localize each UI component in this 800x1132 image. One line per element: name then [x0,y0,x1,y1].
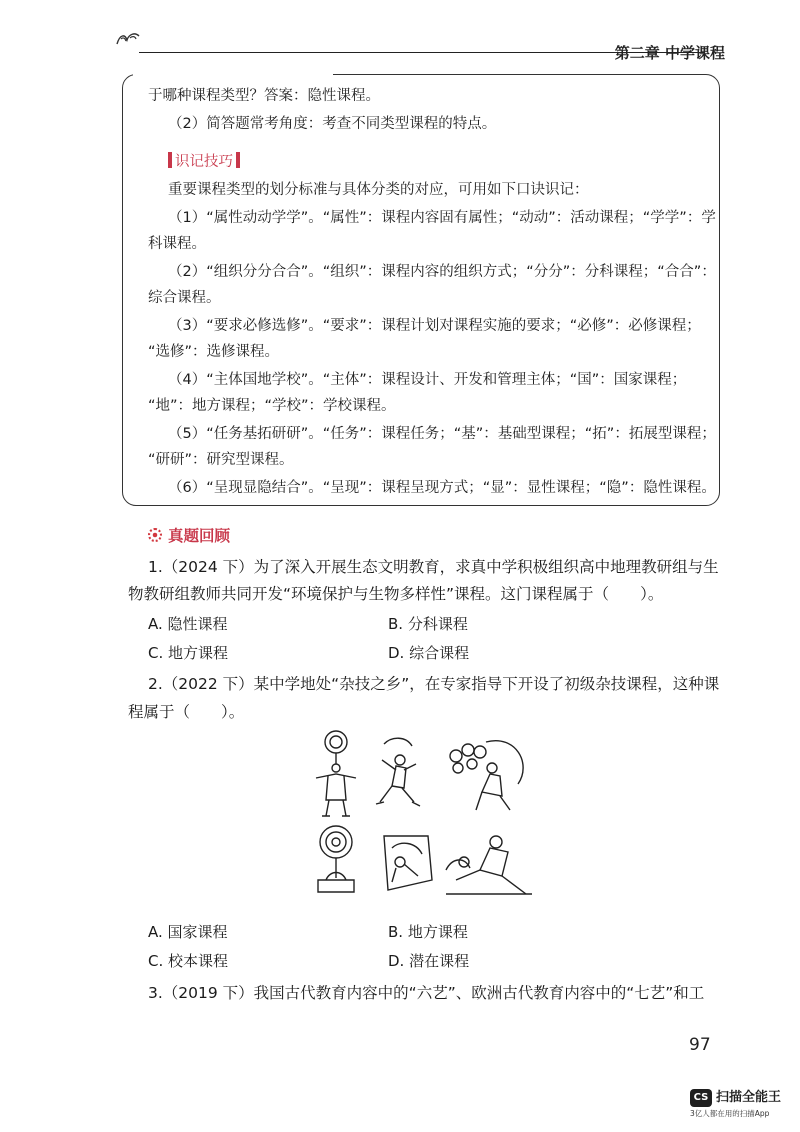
tag-label: 识记技巧 [175,154,233,170]
box-line-8: （3）“要求必修选修”。“要求”：课程计划对课程实施的要求；“必修”：必修课程； [168,318,701,334]
box-line-9: “选修”：选修课程。 [148,344,280,360]
memory-tip-tag [168,152,240,172]
q1-option-c: C. 地方课程 [148,644,229,662]
q2-option-b: B. 地方课程 [388,923,468,941]
chapter-title: 第二章 中学课程 [614,44,725,62]
q2-option-a: A. 国家课程 [148,923,228,941]
badge-tagline: 3亿人都在用的扫描App [690,1109,770,1118]
page-header [115,30,725,64]
box-line-2: （2）简答题常考角度：考查不同类型课程的特点。 [168,116,497,132]
cs-logo-icon: CS [690,1089,712,1107]
box-line-12: （5）“任务基拓研研”。“任务”：课程任务；“基”：基础型课程；“拓”：拓展型课程； [168,426,716,442]
badge-app-name: 扫描全能王 [716,1090,782,1105]
box-line-1: 于哪种课程类型？答案：隐性课程。 [148,88,380,104]
acrobat-figure-3 [450,741,523,810]
box-line-6: （2）“组织分分合合”。“组织”：课程内容的组织方式；“分分”：分科课程；“合合”： [168,264,716,280]
q1-option-d: D. 综合课程 [388,644,470,662]
q1-line-2: 物教研组教师共同开发“环境保护与生物多样性”课程。这门课程属于（ ）。 [128,585,664,603]
acrobat-figure-6 [446,836,532,894]
camscanner-badge [690,1089,794,1123]
page-number: 97 [689,1035,711,1055]
box-line-5: 科课程。 [148,236,206,252]
box-top-break [133,71,333,78]
q1-option-b: B. 分科课程 [388,615,468,633]
acrobatics-illustration [296,730,536,904]
box-line-7: 综合课程。 [148,290,221,306]
section-title [148,526,230,546]
box-line-11: “地”：地方课程；“学校”：学校课程。 [148,398,396,414]
box-line-4: （1）“属性动动学学”。“属性”：课程内容固有属性；“动动”：活动课程；“学学”：学 [168,210,716,226]
box-line-14: （6）“呈现显隐结合”。“呈现”：课程呈现方式；“显”：显性课程；“隐”：隐性课程。 [168,480,716,496]
q2-line-1: 2.（2022 下）某中学地处“杂技之乡”，在专家指导下开设了初级杂技课程，这种课 [148,675,720,693]
tag-bar-right [236,152,240,168]
q1-line-1: 1.（2024 下）为了深入开展生态文明教育，求真中学积极组织高中地理教研组与生 [148,558,719,576]
acrobat-figure-4 [318,826,354,892]
acrobat-figure-5 [384,836,432,890]
q2-line-2: 程属于（ ）。 [128,703,245,721]
acrobat-figure-2 [376,738,420,806]
q3-line-1: 3.（2019 下）我国古代教育内容中的“六艺”、欧洲古代教育内容中的“七艺”和工 [148,984,705,1002]
tag-bar-left [168,152,172,168]
q2-option-d: D. 潜在课程 [388,952,470,970]
q2-option-c: C. 校本课程 [148,952,229,970]
q1-option-a: A. 隐性课程 [148,615,228,633]
leaf-logo-icon [115,30,141,48]
acrobat-figure-1 [316,731,356,816]
box-line-3: 重要课程类型的划分标准与具体分类的对应，可用如下口诀识记： [168,182,589,198]
box-line-13: “研研”：研究型课程。 [148,452,294,468]
section-title-label: 真题回顾 [168,527,231,545]
box-line-10: （4）“主体国地学校”。“主体”：课程设计、开发和管理主体；“国”：国家课程； [168,372,687,388]
sun-bullet-icon [148,528,162,542]
